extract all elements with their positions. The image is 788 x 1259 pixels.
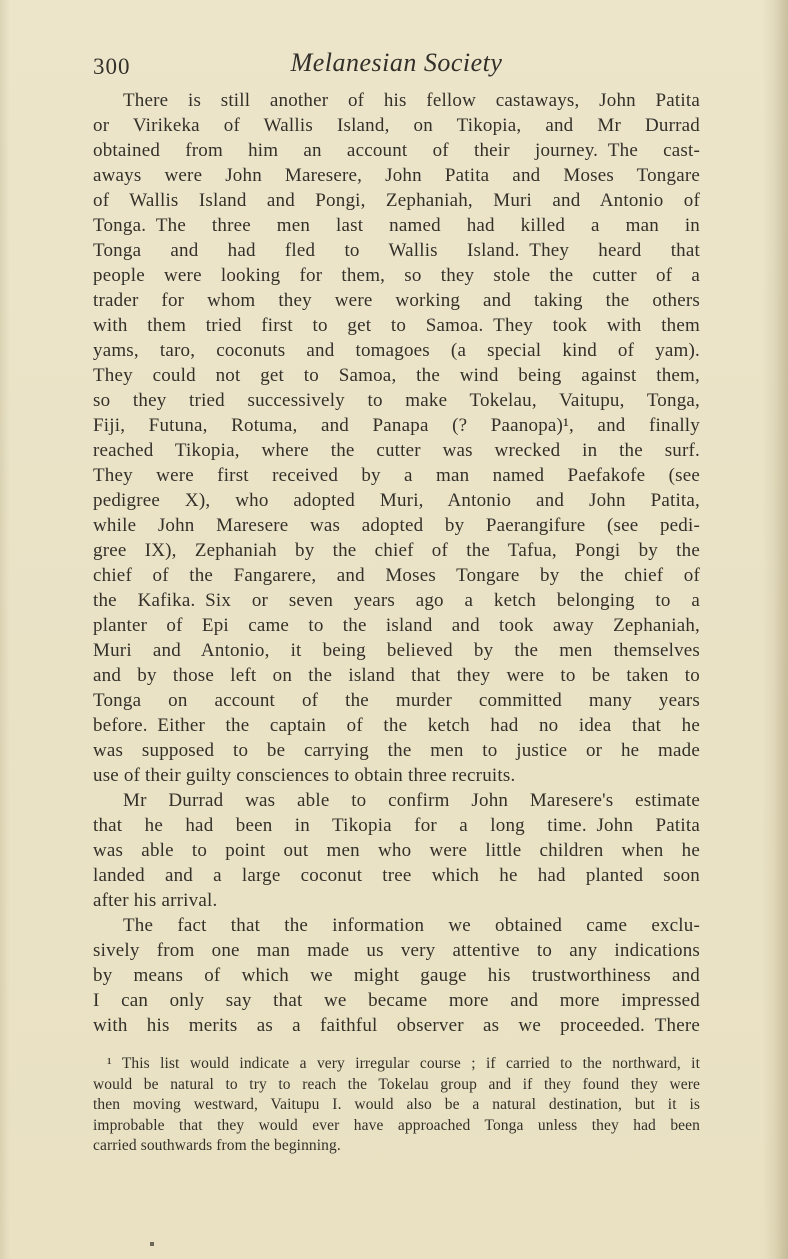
text-line: chief of the Fangarere, and Moses Tongare by the chief of bbox=[93, 565, 700, 586]
paragraph bbox=[93, 88, 700, 788]
body-text bbox=[93, 88, 700, 1038]
text-line: so they tried successively to make Tokelau, Vaitupu, Tonga, bbox=[93, 390, 700, 411]
text-line: Muri and Antonio, it being believed by the men themselves bbox=[93, 640, 700, 661]
text-line: the Kafika. Six or seven years ago a ketch belonging to a bbox=[93, 590, 700, 611]
text-line: There is still another of his fellow castaways, John Patita bbox=[123, 90, 700, 111]
text-line: or Virikeka of Wallis Island, on Tikopia, and Mr Durrad bbox=[93, 115, 700, 136]
running-title: Melanesian Society bbox=[290, 48, 503, 77]
text-line: use of their guilty consciences to obtain three recruits. bbox=[93, 765, 516, 786]
text-line: They were first received by a man named Paefakofe (see bbox=[93, 465, 700, 486]
text-line: gree IX), Zephaniah by the chief of the Tafua, Pongi by the bbox=[93, 540, 700, 561]
scan-speck bbox=[150, 1242, 154, 1246]
page-header bbox=[93, 48, 700, 82]
text-line: people were looking for them, so they stole the cutter of a bbox=[93, 265, 700, 286]
text-line: carried southwards from the beginning. bbox=[93, 1137, 341, 1155]
page-number: 300 bbox=[93, 54, 131, 79]
text-line: obtained from him an account of their journey. The cast- bbox=[93, 140, 700, 161]
text-line: while John Maresere was adopted by Paerangifure (see pedi- bbox=[93, 515, 700, 536]
text-line: I can only say that we became more and more impressed bbox=[93, 990, 700, 1011]
text-line: The fact that the information we obtained came exclu- bbox=[123, 915, 700, 936]
text-line: was supposed to be carrying the men to justice or he made bbox=[93, 740, 700, 761]
text-line: sively from one man made us very attentive to any indications bbox=[93, 940, 700, 961]
footnote bbox=[93, 1054, 700, 1157]
text-line: and by those left on the island that they were to be taken to bbox=[93, 665, 700, 686]
text-line: reached Tikopia, where the cutter was wrecked in the surf. bbox=[93, 440, 700, 461]
text-line: was able to point out men who were little children when he bbox=[93, 840, 700, 861]
text-line: improbable that they would ever have approached Tonga unless they had been bbox=[93, 1116, 700, 1134]
text-line: pedigree X), who adopted Muri, Antonio and John Patita, bbox=[93, 490, 700, 511]
paragraph bbox=[93, 788, 700, 913]
text-line: ¹ This list would indicate a very irregular course ; if carried to the northward, it bbox=[107, 1055, 700, 1072]
text-line: by means of which we might gauge his trustworthiness and bbox=[93, 965, 700, 986]
text-line: after his arrival. bbox=[93, 890, 218, 911]
text-line: before. Either the captain of the ketch had no idea that he bbox=[93, 715, 700, 736]
text-line: would be natural to try to reach the Tokelau group and if they found they were bbox=[93, 1075, 700, 1093]
text-line: with his merits as a faithful observer as we proceeded. There bbox=[93, 1015, 700, 1036]
text-line: of Wallis Island and Pongi, Zephaniah, Muri and Antonio of bbox=[93, 190, 700, 211]
text-line: They could not get to Samoa, the wind being against them, bbox=[93, 365, 700, 386]
text-line: with them tried first to get to Samoa. They took with them bbox=[93, 315, 700, 336]
text-line: aways were John Maresere, John Patita and Moses Tongare bbox=[93, 165, 700, 186]
text-line: that he had been in Tikopia for a long time. John Patita bbox=[93, 815, 700, 836]
text-line: Tonga. The three men last named had killed a man in bbox=[93, 215, 700, 236]
text-line: Fiji, Futuna, Rotuma, and Panapa (? Paanopa)¹, and finally bbox=[93, 415, 700, 436]
text-line: trader for whom they were working and taking the others bbox=[93, 290, 700, 311]
text-line: Tonga and had fled to Wallis Island. They heard that bbox=[93, 240, 700, 261]
text-line: Mr Durrad was able to confirm John Maresere's estimate bbox=[123, 790, 700, 811]
text-line: landed and a large coconut tree which he had planted soon bbox=[93, 865, 700, 886]
text-line: yams, taro, coconuts and tomagoes (a special kind of yam). bbox=[93, 340, 700, 361]
text-line: Tonga on account of the murder committed many years bbox=[93, 690, 700, 711]
text-line: then moving westward, Vaitupu I. would also be a natural destination, but it is bbox=[93, 1096, 700, 1114]
text-line: planter of Epi came to the island and took away Zephaniah, bbox=[93, 615, 700, 636]
paragraph bbox=[93, 913, 700, 1038]
